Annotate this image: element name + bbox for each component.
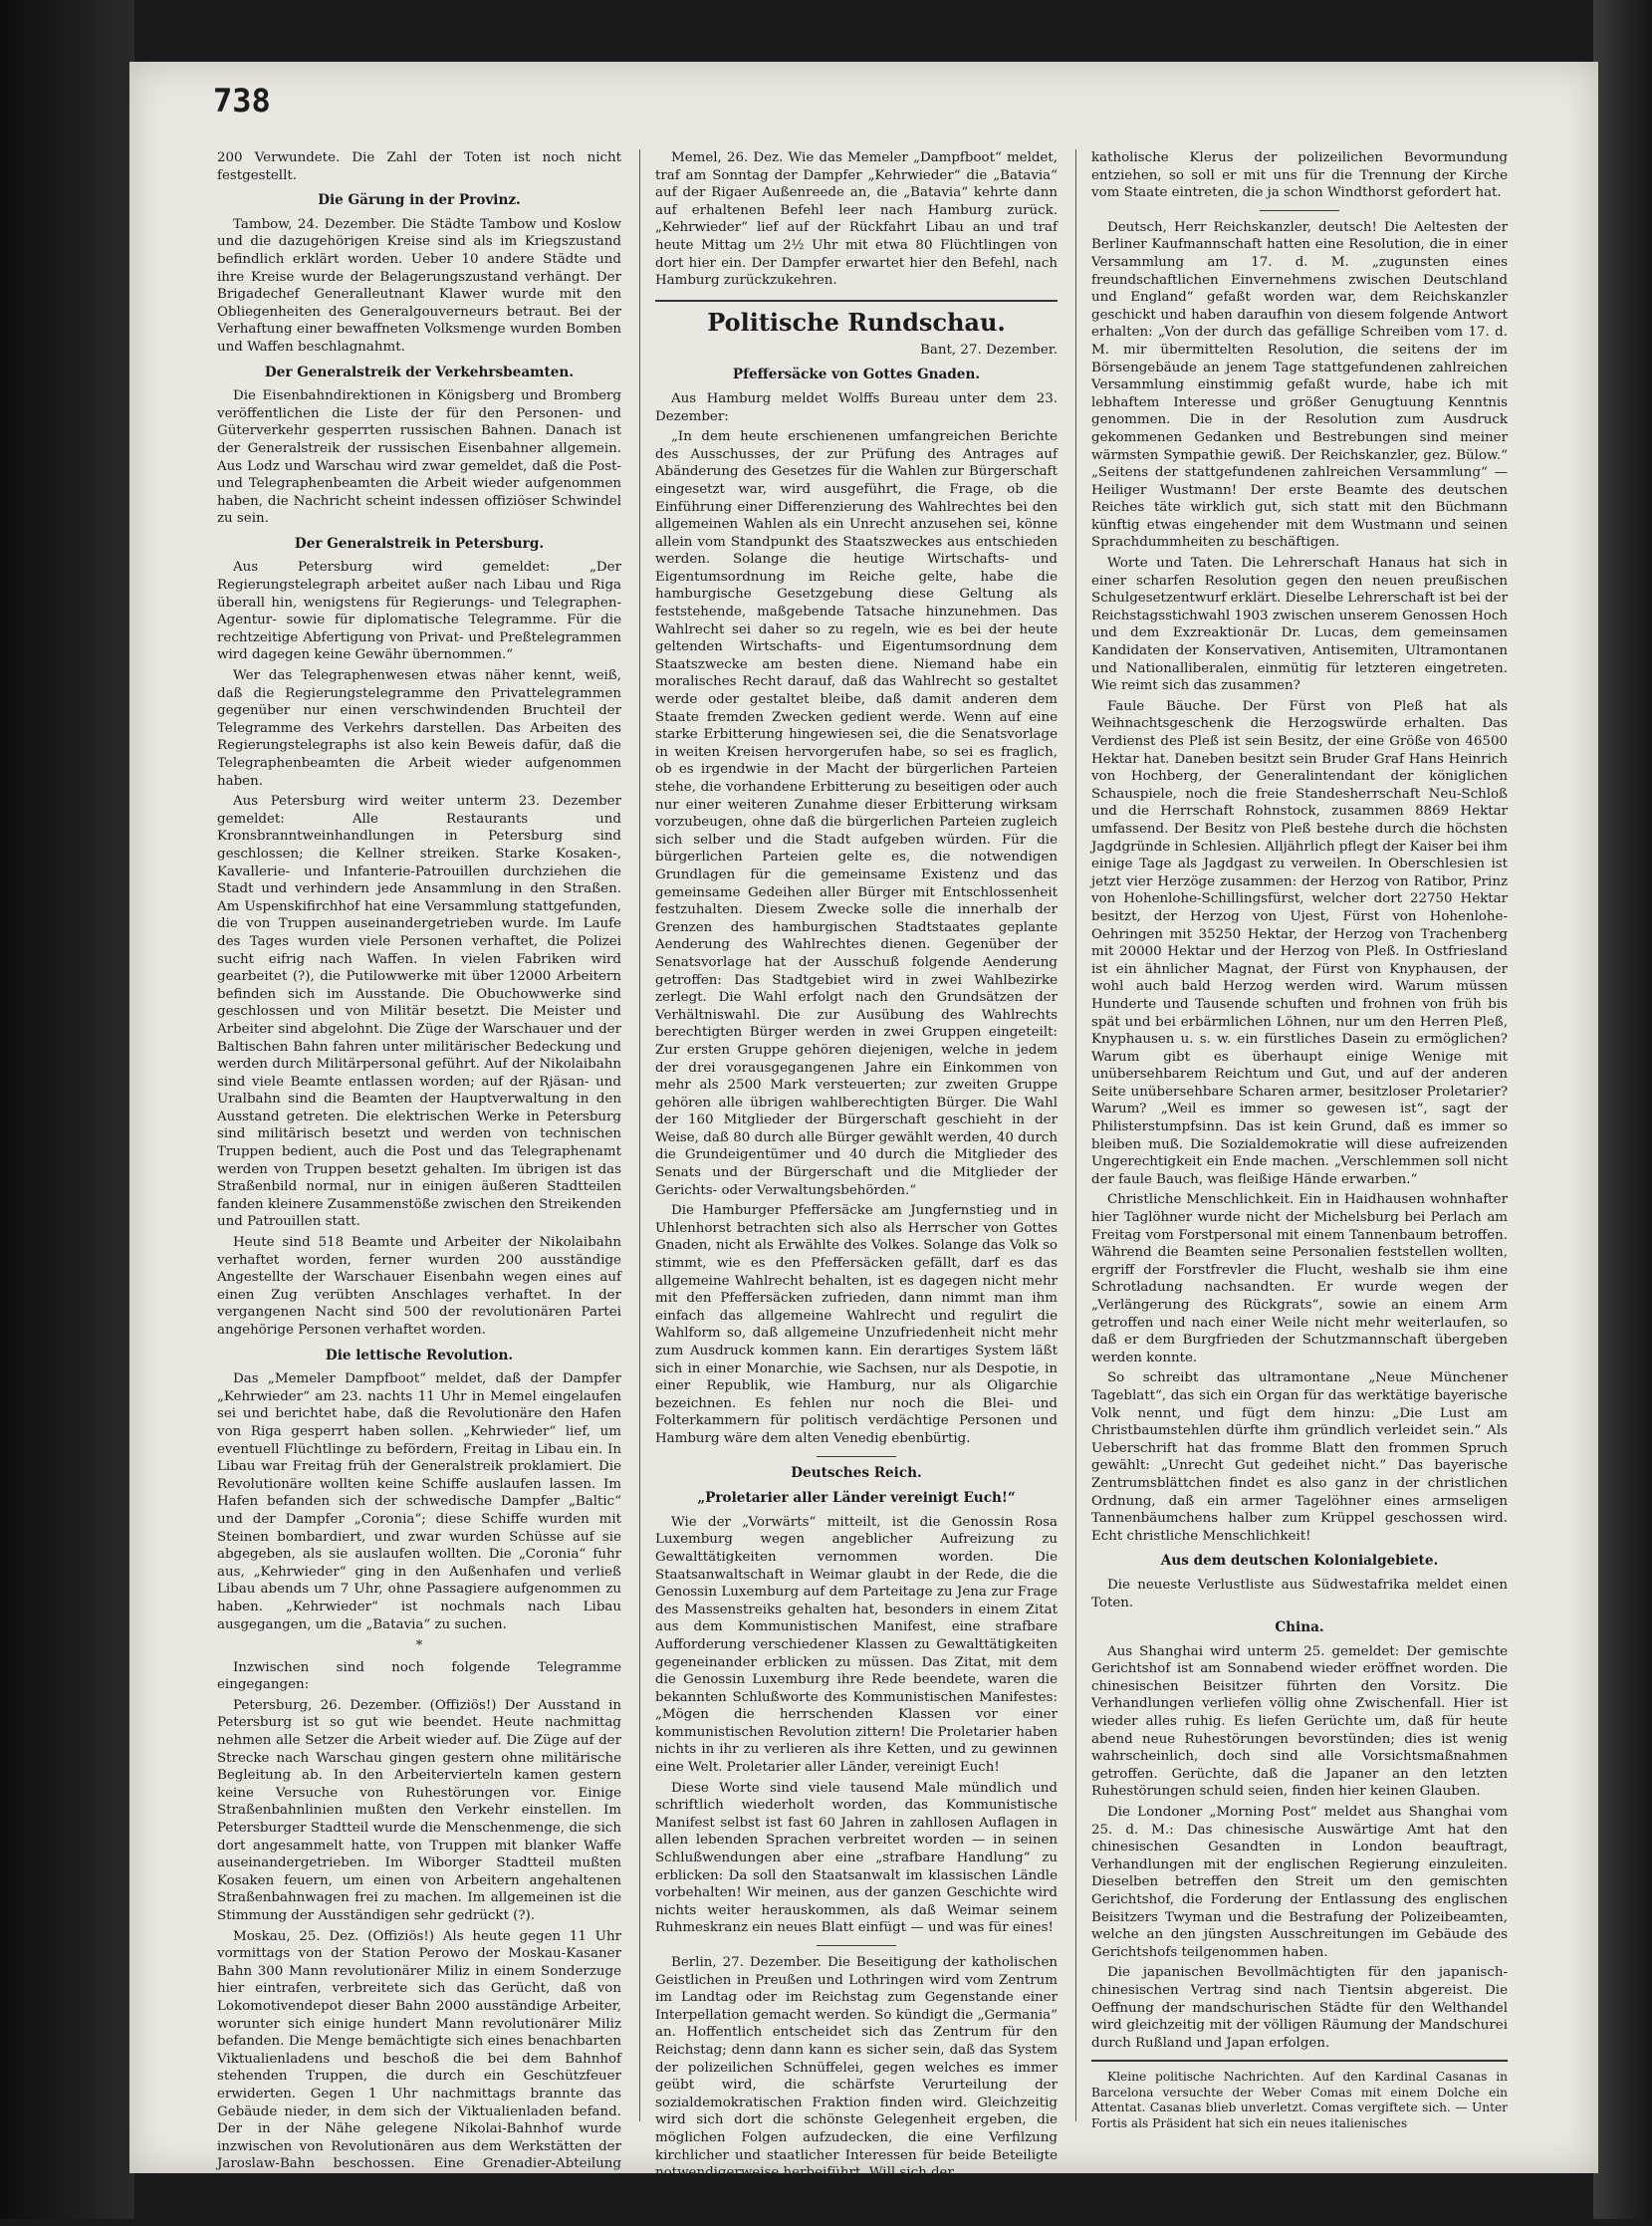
column-divider <box>1075 149 1076 2121</box>
headline-lettische-revolution: Die lettische Revolution. <box>325 1347 514 1363</box>
paragraph: Wer das Telegraphenwesen etwas näher kennt, weiß, daß die Regierungstelegramme den Privattelegrammen gegenüber nur einen verschwindenden Bruchteil der Telegramme des Verkehrs darstellen. Das Arbeiten des Regierungstelegraphs ist also kein Beweis dafür, daß die Telegraphenbeamten die Arbeit wieder aufgenommen haben. <box>217 668 621 789</box>
headline-china: China. <box>1275 1619 1324 1636</box>
headline-kolonialgebiete: Aus dem deutschen Kolonialgebiete. <box>1160 1553 1439 1570</box>
divider <box>817 1456 896 1457</box>
paragraph: Die Hamburger Pfeffersäcke am Jungfernstieg und in Uhlenhorst betrachten sich also als Herrscher von Gottes Gnaden, nicht als Erwählte des Volkes. Solange das Volk so stimmt, wie es den Pfeffersäcken gefällt, darf es das allgemeine Wahlrecht behalten, ist es dagegen nicht mehr mit den Pfeffersäcken zufrieden, dann nimmt man ihm einfach das allgemeine Wahlrecht und regulirt die Wahlform so, daß allgemeine Unzufriedenheit nicht mehr zum Ausdruck kommen kann. Ein derartiges System läßt sich in einer Monarchie, wie Sachsen, nur als Despotie, in einer Republik, wie Hamburg, nur als Oligarchie bezeichnen. Es fehlen nur noch die Blei- und Folterkammern für politisch verdächtige Personen und Hamburg wäre dem alten Venedig ebenbürtig. <box>655 1203 1058 1446</box>
paragraph: Das „Memeler Dampfboot“ meldet, daß der Dampfer „Kehrwieder“ am 23. nachts 11 Uhr in Memel eingelaufen sei und berichtet habe, daß die Revolutionäre den Hafen von Riga gesperrt haben sollen. „Kehrwieder“ lief, um eventuell Flüchtlinge zu befördern, Freitag in Libau ein. In Libau war Freitag früh der Generalstreik proklamiert. Die Revolutionäre wollten keine Schiffe auslaufen lassen. Im Hafen befanden sich der schwedische Dampfer „Baltic“ und der Dampfer „Coronia“; diese Schiffe wurden mit Steinen bombardiert, und zwar wurden Schüsse auf sie abgegeben, als sie auslaufen wollten. Die „Coronia“ fuhr aus, „Kehrwieder“ ging in den Außenhafen und verließ Libau abends um 7 Uhr, ohne Passagiere aufgenommen zu haben. „Kehrwieder“ ist nochmals nach Libau ausgegangen, um die „Batavia“ zu suchen. <box>217 1371 621 1632</box>
paragraph: „In dem heute erschienenen umfangreichen Berichte des Ausschusses, der zur Prüfung des Antrages auf Abänderung des Gesetzes für die Wahlen zur Bürgerschaft eingesetzt war, wird ausgeführt, die Frage, ob die Einführung einer Differenzierung des Wahlrechtes bei den allgemeinen Wahlen als ein Unrecht anzusehen sei, könne allein vom Standpunkt des Staatszweckes aus entschieden werden. Solange die heutige Wirtschafts- und Eigentumsordnung im Reiche gelte, habe die hamburgische Gesetzgebung diese Geltung als feststehende, maßgebende Tatsache hinzunehmen. Das Wahlrecht sei daher so zu regeln, wie es bei der heute geltenden Wirtschafts- und Eigentumsordnung dem Staatszwecke am besten diene. Niemand habe ein moralisches Recht darauf, daß das Wahlrecht so gestaltet werde oder gestaltet bleibe, daß damit anderen dem Staate fremden Zwecken gedient werde. Wenn auf eine starke Erbitterung hingewiesen sei, die die Senatsvorlage in weiten Kreisen hervorgerufen habe, so sei es fraglich, ob es irgendwie in der Macht der bürgerlichen Parteien stehe, die vorhandene Erbitterung zu beseitigen oder auch nur einer weiteren Zunahme dieser Erbitterung wirksam vorzubeugen, ohne daß die bürgerlichen Parteien zugleich sich selber und die Stadt aufgeben würden. Für die bürgerlichen Parteien gelte es, die notwendigen Grundlagen für die gemeinsame Existenz und das gemeinsame Gedeihen aller Bürger mit Entschlossenheit festzuhalten. Diesem Zwecke solle die innerhalb der Grenzen des hamburgischen Stadtstaates geplante Aenderung des Wahlrechtes dienen. Gegenüber der Senatsvorlage hat der Ausschuß folgende Aenderung getroffen: Das Stadtgebiet wird in zwei Wahlbezirke zerlegt. Die Wahl erfolgt nach den Grundsätzen der Verhältniswahl. Die zur Ausübung des Wahlrechts berechtigten Bürger werden in zwei Gruppen eingeteilt: Zur ersten Gruppe gehören diejenigen, welche in jedem der drei vorausgegangenen Jahre ein Einkommen von mehr als 2500 Mark versteuerten; zur zweiten Gruppe gehören alle übrigen wahlberechtigten Bürger. Die Wahl der 160 Mitglieder der Bürgerschaft geschieht in der Weise, daß 80 durch alle Bürger gewählt werden, 40 durch die Grundeigentümer und 40 durch die Mitglieder des Senats und der Bürgerschaft und die Mitglieder der Gerichts- oder Verwaltungsbehörden.“ <box>655 429 1058 1198</box>
paragraph: Kleine politische Nachrichten. Auf den Kardinal Casanas in Barcelona versuchte der Weber Comas mit einem Dolche ein Attentat. Casanas blieb unverletzt. Comas vergiftete sich. — Unter Fortis als Präsident hat sich ein neues italienisches <box>1091 2070 1508 2130</box>
paragraph: Memel, 26. Dez. Wie das Memeler „Dampfboot“ meldet, traf am Sonntag der Dampfer „Kehrwieder“ die „Batavia“ auf der Rigaer Außenreede an, die „Batavia“ kehrte dann auf erhaltenen Befehl leer nach Hamburg zurück. „Kehrwieder“ lief auf der Rückfahrt Libau an und traf heute Mittag um 2½ Uhr mit etwa 80 Flüchtlingen von dort hier ein. Der Dampfer erwartet hier den Befehl, nach Hamburg zurückzukehren. <box>655 150 1058 289</box>
paragraph: Die neueste Verlustliste aus Südwestafrika meldet einen Toten. <box>1091 1577 1508 1610</box>
paragraph: 200 Verwundete. Die Zahl der Toten ist noch nicht festgestellt. <box>217 150 621 183</box>
headline-verkehrsbeamte: Der Generalstreik der Verkehrsbeamten. <box>264 364 575 380</box>
headline-deutsches-reich: Deutsches Reich. <box>791 1464 922 1481</box>
paragraph: Aus Petersburg wird weiter unterm 23. Dezember gemeldet: Alle Restaurants und Kronsbranntweinhandlungen in Petersburg sind geschlossen; die Kellner streiken. Starke Kosaken-, Kavallerie- und Infanterie-Patrouillen durchziehen die Stadt und verhindern jede Ansammlung in den Straßen. Am Uspenskifirchhof hat eine Versammlung stattgefunden, die von Truppen auseinandergetrieben wurde. Im Laufe des Tages wurden viele Personen verhaftet, die Polizei sucht eifrig nach Waffen. In vielen Fabriken wird gearbeitet (?), die Putilowwerke mit über 12000 Arbeitern befinden sich im Ausstande. Die Obuchowwerke sind geschlossen und von Militär besetzt. Die Meister und Arbeiter sind abgelohnt. Die Züge der Warschauer und der Baltischen Bahn fahren unter militärischer Bedeckung und werden durch Militärpersonal geführt. Auf der Nikolaibahn sind viele Beamte entlassen worden; auf der Rjäsan- und Uralbahn sind die Beamten der Hauptverwaltung in den Ausstand getreten. Die elektrischen Werke in Petersburg sind militärisch besetzt und werden von technischen Truppen bedient, auch die Post und das Telegraphenamt werden von Truppen besetzt gehalten. Im übrigen ist das Straßenbild normal, nur in einigen äußeren Stadtteilen fanden kleinere Zusammenstöße zwischen den Streikenden und Patrouillen statt. <box>217 794 621 1230</box>
paragraph: Worte und Taten. Die Lehrerschaft Hanaus hat sich in einer scharfen Resolution gegen den neuen preußischen Schulgesetzentwurf erklärt. Dieselbe Lehrerschaft ist bei der Reichstagsstichwahl 1903 zwischen unserem Genossen Hoch und dem Exzreaktionär Dr. Lucas, dem gemeinsamen Kandidaten der Konservativen, Antisemiten, Ultramontanen und Nationalliberalen, einmütig für letzteren eingetreten. Wie reimt sich das zusammen? <box>1091 556 1508 694</box>
divider <box>1091 2060 1508 2062</box>
column-3 <box>1091 149 1508 2130</box>
paragraph: Die japanischen Bevollmächtigten für den japanisch-chinesischen Vertrag sind nach Tientsin abgereist. Die Oeffnung der mandschurischen Städte für den Welthandel wird gleichzeitig mit der völligen Räumung der Mandschurei durch Rußland und Japan erfolgen. <box>1091 1965 1508 2051</box>
paragraph: Faule Bäuche. Der Fürst von Pleß hat als Weihnachtsgeschenk die Herzogswürde erhalten. Das Verdienst des Pleß ist sein Besitz, der eine Größe von 46500 Hektar hat. Daneben besitzt sein Bruder Graf Hans Heinrich von Hochberg, der Generalintendant der königlichen Schauspiele, noch die freie Standesherrschaft Neu-Schloß und die Herrschaft Rohnstock, zusammen 8869 Hektar umfassend. Der Besitz von Pleß bestehe durch die höchsten Jagdgründe in Schlesien. Alljährlich pflegt der Kaiser bei ihm einige Tage als Jagdgast zu verweilen. In Oberschlesien ist jetzt vier Herzöge zusammen: der Herzog von Ratibor, Prinz von Hohenlohe-Schillingsfürst, welcher dort 22750 Hektar besitzt, der Herzog von Ujest, Fürst von Hohenlohe-Oehringen mit 35250 Hektar, der Herzog von Trachenberg mit 20000 Hektar und der Herzog von Pleß. In Ostfriesland ist ein ähnlicher Magnat, der Fürst von Knyphausen, der wohl auch bald Herzog werden wird. Warum müssen Hunderte und Tausende schuften und frohnen von früh bis spät und bei erbärmlichen Löhnen, nur um den Herren Pleß, Knyphausen u. s. w. ein fürstliches Dasein zu ermöglichen? Warum gibt es überhaupt einige Wenige mit unübersehbarem Reichtum und Gut, und auf der anderen Seite unübersehbare Scharen armer, besitzloser Proletarier? Warum? „Weil es immer so gewesen ist“, sagt der Philisterstumpfsinn. Das ist kein Grund, daß es immer so bleiben muß. Die Sozialdemokratie will diese aufreizenden Ungerechtigkeit ein Ende machen. „Verschlemmen soll nicht der faule Bauch, was fleißige Hände erwarben.“ <box>1091 698 1508 1187</box>
paragraph: Petersburg, 26. Dezember. (Offiziös!) Der Ausstand in Petersburg ist so gut wie beendet. Heute nachmittag nehmen alle Setzer die Arbeit wieder auf. Die Züge auf der Strecke nach Warschau gingen gestern ohne militärische Begleitung ab. In den Arbeitervierteln kamen gestern keine Versuche von Ruhestörungen vor. Einige Straßenbahnlinien mußten den Verkehr einstellen. Im Petersburger Stadtteil wurde die Menschenmenge, die sich dort angesammelt hatte, von Truppen mit blanker Waffe auseinandergetrieben. Im Wiborger Stadtteil mußten Kosaken feuern, um einen von Arbeitern angehaltenen Straßenbahnwagen frei zu machen. Im allgemeinen ist die Stimmung der Ausständigen sehr gedrückt (?). <box>217 1697 621 1923</box>
divider <box>817 1945 896 1946</box>
paragraph: Aus Hamburg meldet Wolffs Bureau unter dem 23. Dezember: <box>655 390 1058 424</box>
book-binding-left <box>0 0 134 2219</box>
paragraph: So schreibt das ultramontane „Neue Münchener Tageblatt“, das sich ein Organ für das werktätige bayerische Volk nennt, und fügt dem hinzu: „Die Lust am Christbaumstehlen dürfte ihm gründlich verleidet sein.“ Als Ueberschrift hat das fromme Blatt den frommen Spruch gewählt: „Unrecht Gut gedeihet nicht.“ Das bayerische Zentrumsblättchen findet es also ganz in der christlichen Ordnung, daß ein armer Tagelöhner eines armseligen Tannenbäumchens halber zum Krüppel geschossen wird. Echt christliche Menschlichkeit! <box>1091 1370 1508 1544</box>
paragraph: Aus Shanghai wird unterm 25. gemeldet: Der gemischte Gerichtshof ist am Sonnabend wieder eröffnet worden. Die chinesischen Beisitzer führten den Vorsitz. Die Verhandlungen verliefen völlig ohne Zwischenfall. Hier ist wieder alles ruhig. Es liefen Gerüchte um, daß für heute abend neue Ruhestörungen bevorstünden; dies ist wenig wahrscheinlich, doch sind alle Vorsichtsmaßnahmen getroffen. Gerüchte, daß die Japaner an den letzten Ruhestörungen schuld seien, finden hier keinen Glauben. <box>1091 1643 1508 1800</box>
newspaper-page <box>129 62 1598 2225</box>
divider <box>1260 210 1339 211</box>
book-binding-right <box>1593 0 1652 2219</box>
headline-pfeffersaecke: Pfeffersäcke von Gottes Gnaden. <box>732 367 981 383</box>
page-number: 738 <box>213 82 271 120</box>
paragraph: Inzwischen sind noch folgende Telegramme eingegangen: <box>217 1659 621 1693</box>
column-divider <box>639 149 640 2121</box>
paragraph: Christliche Menschlichkeit. Ein in Haidhausen wohnhafter hier Taglöhner wurde nicht der Michelsburg bei Perlach am Freitag vom Forstpersonal mit einem Tannenbaum betroffen. Während die Beamten seine Personalien feststellen wollten, ergriff der Forstfrevler die Flucht, weshalb sie ihm eine Schrotladung nachsandten. Er wurde wegen der „Verlängerung des Rückgrats“, sowie an einem Arm getroffen und nach einer Weile nicht mehr weiterlaufen, so daß er dem Burgfrieden der Schutzmannschaft übergeben werden konnte. <box>1091 1192 1508 1365</box>
headline-provinz: Die Gärung in der Provinz. <box>318 192 521 209</box>
column-2 <box>655 149 1058 2181</box>
paragraph: Berlin, 27. Dezember. Die Beseitigung der katholischen Geistlichen in Preußen und Lothringen wird vom Zentrum im Landtag oder im Reichstag zum Gegenstande einer Interpellation gemacht werden. So kündigt die „Germania“ an. Hoffentlich entscheidet sich das Zentrum für den Reichstag; denn dann kann es sicher sein, daß das System der polizeilichen Schnüffelei, gegen welches es immer geübt wird, die schärfste Verurteilung der sozialdemokratischen Fraktion finden wird. Gleichzeitig wird sich dort die schönste Gelegenheit ergeben, die möglichen Folgen aufzudecken, die eine Verfilzung kirchlicher und staatlicher Interessen für beide Beteiligte notwendigerweise herbeiführt. Will sich der <box>655 1955 1058 2181</box>
headline-petersburg: Der Generalstreik in Petersburg. <box>294 535 545 552</box>
dateline: Bant, 27. Dezember. <box>920 342 1058 358</box>
paragraph: katholische Klerus der polizeilichen Bevormundung entziehen, so soll er mit uns für die Trennung der Kirche vom Staate eintreten, die ja schon Windthorst gefordert hat. <box>1091 150 1508 201</box>
paragraph: Heute sind 518 Beamte und Arbeiter der Nikolaibahn verhaftet worden, ferner wurden 200 ausständige Angestellte der Warschauer Eisenbahn wegen eines auf einen Zug verübten Anschlages verhaftet. In der vergangenen Nacht sind 500 der revolutionären Partei angehörige Personen verhaftet worden. <box>217 1235 621 1338</box>
paragraph: Die Londoner „Morning Post“ meldet aus Shanghai vom 25. d. M.: Das chinesische Auswärtige Amt hat den chinesischen Gesandten in London beauftragt, Verhandlungen mit der englischen Regierung einzuleiten. Dieselben betreffen den Streit um den gemischten Gerichtshof, die Forderung der Entlassung des englischen Beisitzers Twyman und die Bestrafung der Polizeibeamten, welche an den jüngsten Ausschreitungen im Gebäude des Gerichtshofs teilgenommen haben. <box>1091 1805 1508 1960</box>
paragraph: Diese Worte sind viele tausend Male mündlich und schriftlich wiederholt worden, das Kommunistische Manifest selbst ist fast 60 Jahren in zahllosen Auflagen in allen lebenden Sprachen verbreitet worden — in seinen Schlußwendungen aber eine „strafbare Handlung“ zu erblicken: Da soll den Staatsanwalt im klassischen Ländle vorbehalten! Wir meinen, aus der ganzen Geschichte wird nichts weiter herauskommen, als daß Weimar seinem Ruhmeskranz ein neues Blatt einfügt — und was für eines! <box>655 1780 1058 1936</box>
section-title: Politische Rundschau. <box>655 300 1058 338</box>
paragraph: Wie der „Vorwärts“ mitteilt, ist die Genossin Rosa Luxemburg wegen angeblicher Aufreizung zu Gewalttätigkeiten vernommen worden. Die Staatsanwaltschaft in Weimar glaubt in der Rede, die die Genossin Luxemburg auf dem Parteitage zu Jena zur Frage des Massenstreiks gehalten hat, besonders in einem Zitat aus dem Kommunistischen Manifest, eine strafbare Aufforderung verschiedener Klassen zu Gewalttätigkeiten gegeneinander erblicken zu müssen. Das Zitat, mit dem die Genossin Luxemburg ihre Rede beendete, waren die bekannten Schlußworte des Kommunistischen Manifestes: „Mögen die herrschenden Klassen vor einer kommunistischen Revolution zittern! Die Proletarier haben nichts in ihr zu verlieren als ihre Ketten, und zu gewinnen eine Welt. Proletarier aller Länder, vereinigt Euch! <box>655 1514 1058 1776</box>
paragraph: Deutsch, Herr Reichskanzler, deutsch! Die Aeltesten der Berliner Kaufmannschaft hatten eine Resolution, die in einer Versammlung am 17. d. M. „zugunsten eines freundschaftlichen Einvernehmens zwischen Deutschland und England“ gefaßt worden war, dem Reichskanzler geschickt und haben daraufhin von diesem folgende Antwort erhalten: „Von der durch das gefällige Schreiben vom 17. d. M. mir übermittelten Resolution, die seitens der im Börsengebäude an jenem Tage stattgefundenen zahlreichen Versammlung einstimmig gefaßt wurde, habe ich mit lebhaftem Interesse und größer Genugtuung Kenntnis genommen. Die in der Resolution zum Ausdruck gekommenen Gedanken und Bestrebungen sind meiner wärmsten Sympathie gewiß. Der Reichskanzler, gez. Bülow.“ „Seitens der stattgefundenen zahlreichen Versammlung“ — Heiliger Wustmann! Der erste Beamte des deutschen Reiches täte wirklich gut, sich statt mit den Büchmann künftig etwas eingehender mit dem Wustmann und seinen Sprachdummheiten zu beschäftigen. <box>1091 219 1508 551</box>
separator-star: * <box>415 1638 423 1654</box>
paragraph: Aus Petersburg wird gemeldet: „Der Regierungstelegraph arbeitet außer nach Libau und Riga überall hin, wenigstens für Regierungs- und Telegraphen-Agentur- sowie für diplomatische Telegramme. Für die rechtzeitige Abfertigung von Privat- und Preßtelegrammen wird dagegen keine Gewähr übernommen.“ <box>217 560 621 663</box>
column-1 <box>217 149 621 2225</box>
paragraph: Die Eisenbahndirektionen in Königsberg und Bromberg veröffentlichen die Liste der für den Personen- und Güterverkehr gesperrten russischen Bahnen. Danach ist der Generalstreik der russischen Eisenbahner allgemein. Aus Lodz und Warschau wird zwar gemeldet, daß die Post- und Telegraphenbeamten die Arbeit wieder aufgenommen haben, die Nachricht scheint indessen offiziöser Schwindel zu sein. <box>217 388 621 527</box>
paragraph: Moskau, 25. Dez. (Offiziös!) Als heute gegen 11 Uhr vormittags von der Station Perowo der Moskau-Kasaner Bahn 300 Mann revolutionärer Miliz in einem Sonderzuge hier eintrafen, verbreitete sich das Gerücht, daß von Lokomotivendepot dieser Bahn 2000 ausständige Arbeiter, worunter sich einige hundert Mann revolutionärer Miliz befanden. Die Menge bemächtigte sich eines benachbarten Viktualienladens und beschoß die bei dem Bahnhof stehenden Truppen, die durch ein Geschützfeuer erwiderten. Gegen 1 Uhr nachmittags brannte das Gebäude nieder, in dem sich der Viktualienladen befand. Der in der Nähe gelegene Nikolai-Bahnhof wurde inzwischen von Revolutionären aus dem Werkstätten der Jaroslaw-Bahn beschossen. Eine Grenadier-Abteilung antwortete vom Dache des Bahnhofs. Die Stationen Ljuberzy und Perowo, wo rote Flaggen wehen, befinden sich in den Händen der Revolutionäre. <box>217 1928 621 2225</box>
headline-proletarier: „Proletarier aller Länder vereinigt Euch!“ <box>697 1490 1016 1507</box>
paragraph: Tambow, 24. Dezember. Die Städte Tambow und Koslow und die dazugehörigen Kreise sind als im Kriegszustand befindlich erklärt worden. Ueber 10 andere Städte und ihre Kreise wurde der Belagerungszustand verhängt. Der Brigadechef Generalleutnant Klawer wurde mit den Obliegenheiten des Generalgouverneurs betraut. Bei der Verhaftung einer bewaffneten Volksmenge wurden Bomben und Waffen beschlagnahmt. <box>217 216 621 355</box>
